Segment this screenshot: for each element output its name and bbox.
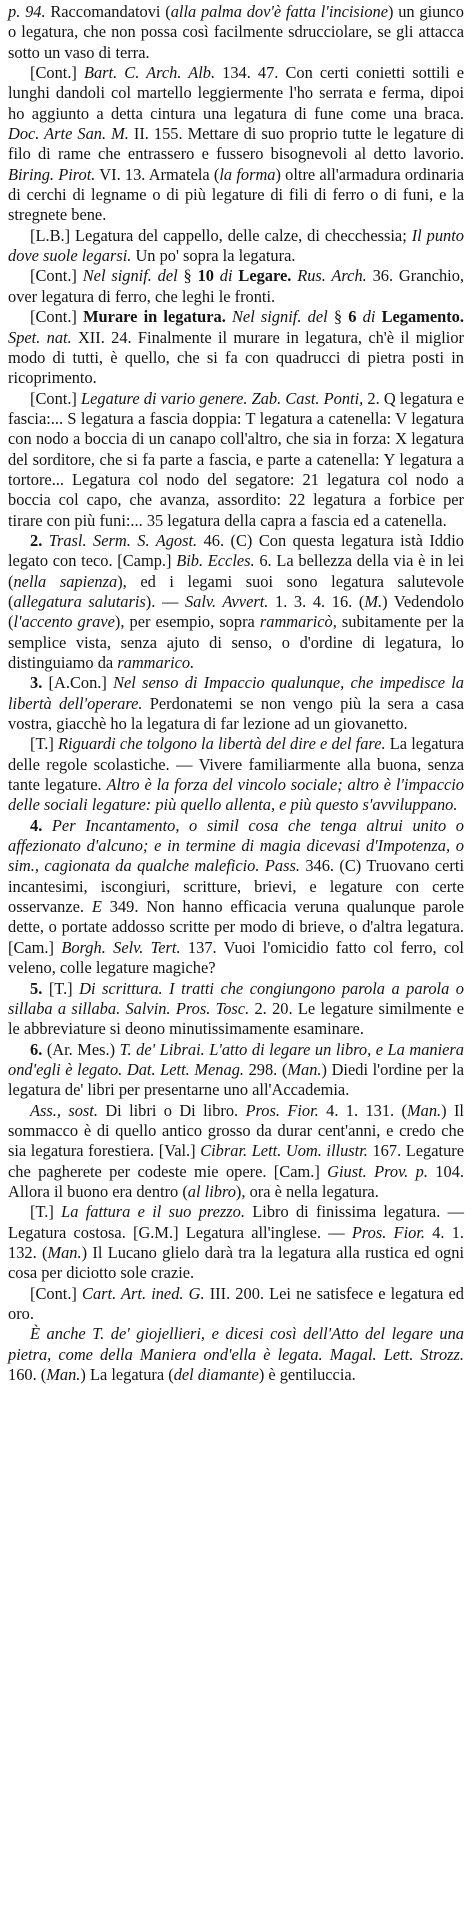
text-run: Di libri o Di libro. bbox=[105, 1100, 246, 1120]
text-run: Raccomandatovi ( bbox=[50, 2, 171, 21]
dictionary-paragraph bbox=[8, 307, 464, 388]
text-run: Libro di finissima legatura. — Legatura costosa. [G.M.] Legatura all'inglese. — bbox=[8, 1202, 464, 1242]
italic-text: di bbox=[356, 307, 382, 327]
dictionary-paragraph bbox=[8, 226, 464, 267]
text-run: 349. Non hanno efficacia veruna qualunque parole dette, o portate addosso scritte per modo di brieve, o d'altra legatura. [Cam.] bbox=[8, 897, 464, 957]
dictionary-paragraph bbox=[8, 2, 464, 63]
italic-text: Cart. Art. ined. G. bbox=[82, 1283, 205, 1303]
italic-text: rammarico. bbox=[117, 653, 195, 672]
text-run: [Cont.] bbox=[30, 63, 84, 83]
dictionary-paragraph bbox=[8, 1202, 464, 1283]
italic-text: Ass., sost. bbox=[30, 1100, 106, 1120]
italic-text: Nel signif. del bbox=[82, 266, 178, 286]
text-run: ) Vedendolo ( bbox=[8, 591, 464, 632]
text-run: [T.] bbox=[48, 978, 80, 998]
italic-text: Trasl. Serm. S. Agost. bbox=[48, 530, 198, 550]
text-run: , subitamente per la semplice vista, senza ajuto di senso, o d'ordine di legatura, lo distinguiamo da bbox=[8, 612, 464, 672]
italic-text: del diamante bbox=[173, 1365, 259, 1385]
dictionary-paragraph bbox=[8, 816, 464, 979]
italic-text: Spet. nat. bbox=[8, 327, 72, 347]
text-run: 137. Vuoi l'omicidio fatto col ferro, col veleno, colle legature magiche? bbox=[8, 937, 464, 978]
text-run: (Ar. Mes.) bbox=[46, 1039, 120, 1059]
italic-text: T. de' Librai. L'atto di legare un libro, e La maniera ond'egli è legato. Dat. Lett. Menag. bbox=[8, 1039, 464, 1079]
italic-text: Giust. Prov. p. bbox=[327, 1161, 428, 1181]
dictionary-paragraph bbox=[8, 389, 464, 531]
bold-text: Murare in legatura. bbox=[83, 307, 226, 327]
text-run: 2. 20. Le legature similmente e le abbreviature si deono minutissimamente esaminare. bbox=[8, 998, 464, 1039]
bold-text: 6 bbox=[348, 307, 357, 327]
dictionary-paragraph bbox=[8, 1324, 464, 1385]
italic-text: Altro è la forza del vincolo sociale; altro è l'impaccio delle sociali legature: più quello allenta, e più questo s'avviluppano. bbox=[8, 775, 464, 815]
italic-text: Cibrar. Lett. Uom. illustr. bbox=[200, 1141, 368, 1161]
text-run: [T.] bbox=[30, 734, 58, 754]
italic-text: Rus. Arch. bbox=[297, 266, 367, 286]
italic-text: Nel signif. del bbox=[231, 307, 328, 327]
italic-text: Per Incantamento, o simil cosa che tenga altrui unito o affezionato d'alcuno; e in termine di magia dicevasi d'Impotenza, o sim., cagionata da qualche maleficio. Pass. bbox=[8, 815, 464, 876]
text-run: ) Il Lucano glielo darà tra la legatura alla rustica ed ogni cosa per diciotto sole crazie. bbox=[8, 1242, 464, 1283]
text-run: ) un giunco o legatura, che non possa così facilmente sdrucciolare, se gli attacca sotto un vaso di terra. bbox=[8, 2, 464, 62]
text-run: ) La legatura ( bbox=[80, 1365, 174, 1385]
italic-text: di bbox=[213, 266, 239, 286]
italic-text: la forma bbox=[219, 164, 276, 184]
text-run: 346. (C) Truovano certi incantesimi, iscongiuri, scritture, brievi, e legature con certe osservanze. bbox=[8, 856, 464, 917]
italic-text: Man. bbox=[46, 1365, 81, 1385]
text-run: 36. Granchio, over legatura di ferro, che leghi le fronti. bbox=[8, 266, 464, 306]
text-run: ), ora è nella legatura. bbox=[235, 1181, 379, 1201]
text-run: [Cont.] bbox=[30, 266, 83, 286]
text-run: ) è gentiluccia. bbox=[258, 1365, 356, 1385]
text-run: [Cont.] bbox=[30, 1283, 83, 1303]
dictionary-paragraph bbox=[8, 266, 464, 307]
text-run: [T.] bbox=[30, 1202, 62, 1222]
bold-text: 2. bbox=[30, 530, 49, 550]
bold-text: 3. bbox=[30, 673, 49, 693]
italic-text: E bbox=[91, 897, 102, 917]
dictionary-paragraph bbox=[8, 63, 464, 226]
text-run: 167. Legature che pagherete per codeste mie opere. [Cam.] bbox=[8, 1141, 464, 1181]
text-run: ), ed i legami suoi sono legatura salutevole ( bbox=[8, 571, 464, 611]
italic-text: Man. bbox=[47, 1242, 82, 1262]
text-run: III. 200. Lei ne satisfece e legatura ed oro. bbox=[8, 1283, 465, 1323]
dictionary-paragraph bbox=[8, 673, 464, 734]
italic-text: Pros. Fior. bbox=[351, 1222, 425, 1242]
dictionary-paragraph bbox=[8, 1284, 464, 1325]
text-run: 104. Allora il buono era dentro ( bbox=[8, 1161, 464, 1201]
text-run: 46. (C) Con questa legatura istà Iddio legato con teco. [Camp.] bbox=[8, 530, 464, 571]
italic-text: Biring. Pirot. bbox=[8, 164, 96, 184]
text-run: ), per esempio, sopra bbox=[114, 612, 260, 632]
text-run: XII. 24. Finalmente il murare in legatura, ch'è il miglior modo di tutti, è quello, che si fa con quadrucci di pietra posti in ricoprimento. bbox=[8, 327, 464, 388]
dictionary-paragraph bbox=[8, 531, 464, 673]
text-run: 2. Q legatura e fascia:... S legatura a fascia doppia: T legatura a catenella: V legatura con nodo a boccia di un canapo coll'altro, che sia in forza: X legatura del sorditore, che si fa parte a fascia, e parte a catenella: Y legatura a tortore... Legatura col nodo del segatore: 21 legatura col nodo a boccia col capo, che avanza, assordito: 22 legatura a forbice per tirare con più funi:... 35 legatura della capra a fascia ed a catenella. bbox=[8, 388, 464, 530]
italic-text: La fattura e il suo prezzo. bbox=[61, 1202, 245, 1222]
italic-text: Bib. Eccles. bbox=[176, 551, 255, 571]
italic-text: Di scrittura. I tratti che congiungono parola a parola o sillaba a sillaba. Salvin. Pros. Tosc. bbox=[8, 978, 465, 1018]
text-run: [L.B.] Legatura del cappello, delle calze, di checchessia; bbox=[30, 225, 412, 245]
dictionary-paragraph bbox=[8, 1040, 464, 1101]
bold-text: 10 bbox=[197, 266, 214, 286]
italic-text: Riguardi che tolgono la libertà del dire e del fare. bbox=[58, 734, 386, 754]
text-run: 134. 47. Con certi conietti sottili e lunghi dandoli col martello leggiermente l'ho serrata e ferma, dipoi ho aggiunto a detta cintura una legatura di fune come una braca. bbox=[8, 63, 464, 123]
text-run: 6. La bellezza della via è in lei ( bbox=[8, 551, 464, 591]
text-run: VI. 13. Armatela ( bbox=[95, 164, 220, 184]
text-run: II. 155. Mettare di suo proprio tutte le legature di filo di rame che entrassero e fussero bisognevoli al detto lavorio. bbox=[8, 124, 464, 164]
text-run: § bbox=[177, 266, 198, 286]
italic-text: Salv. Avvert. bbox=[184, 591, 269, 611]
text-run: ). — bbox=[145, 591, 185, 611]
text-run: Perdonatemi se non vengo più la sera a casa vostra, giacchè ho la legatura di far lezione ad un giovanetto. bbox=[8, 693, 464, 734]
dictionary-paragraph bbox=[8, 1101, 464, 1203]
text-run: 4. 1. 131. ( bbox=[318, 1100, 407, 1120]
italic-text: nella sapienza bbox=[13, 571, 118, 591]
italic-text: Man. bbox=[406, 1100, 442, 1120]
bold-text: 5. bbox=[30, 978, 49, 998]
text-run: § bbox=[327, 307, 349, 327]
italic-text: al libro bbox=[187, 1181, 236, 1201]
italic-text: Pros. Fior. bbox=[245, 1100, 319, 1120]
bold-text: Legamento. bbox=[381, 307, 464, 327]
italic-text: l'accento grave bbox=[13, 612, 115, 632]
italic-text: Bart. C. Arch. Alb. bbox=[83, 63, 216, 83]
italic-text: Doc. Arte San. M. bbox=[8, 124, 129, 144]
text-run: Un po' sopra la legatura. bbox=[131, 246, 296, 266]
italic-text: Borgh. Selv. Tert. bbox=[61, 937, 181, 957]
italic-text: È anche T. de' giojellieri, e dicesi così dell'Atto del legare una pietra, come della Maniera ond'ella è legata. Magal. Lett. Strozz. bbox=[8, 1324, 464, 1364]
italic-text: Legature di vario genere. Zab. Cast. Ponti, bbox=[81, 388, 364, 408]
italic-text: p. 94. bbox=[8, 2, 51, 21]
text-run: 298. ( bbox=[243, 1059, 288, 1079]
italic-text: Nel senso di Impaccio qualunque, che impedisce la libertà dell'operare. bbox=[8, 673, 464, 713]
text-run: ) oltre all'armadura ordinaria di cerchi di legname o di più legature di fili di ferro o di funi, e la stregnete bene. bbox=[8, 164, 464, 225]
italic-text: M. bbox=[364, 591, 383, 611]
italic-text: allegatura salutaris bbox=[13, 591, 146, 611]
dictionary-paragraph bbox=[8, 979, 464, 1040]
italic-text: rammaricò bbox=[259, 612, 333, 632]
text-run: [A.Con.] bbox=[48, 673, 114, 693]
text-run: 1. 3. 4. 16. ( bbox=[268, 591, 365, 611]
italic-text: Man. bbox=[287, 1059, 322, 1079]
bold-text: 4. bbox=[30, 815, 52, 835]
text-run: 4. 1. 132. ( bbox=[8, 1222, 464, 1262]
italic-text: Il punto dove suole legarsi. bbox=[8, 225, 464, 266]
dictionary-paragraph bbox=[8, 734, 464, 815]
text-run: La legatura delle regole scolastiche. — Vivere familiarmente alla buona, senza tante legature. bbox=[8, 734, 465, 795]
text-run: ) Diedi l'ordine per la legatura de' libri per presentarne uno all'Accademia. bbox=[8, 1059, 464, 1100]
text-run: [Cont.] bbox=[30, 307, 84, 327]
text-run: ) Il sommacco è di quello antico grosso da durar cent'anni, e credo che sia legatura forestiera. [Val.] bbox=[8, 1100, 464, 1161]
italic-text: alla palma dov'è fatta l'incisione bbox=[170, 2, 388, 21]
bold-text: 6. bbox=[30, 1039, 47, 1059]
text-run: 160. ( bbox=[8, 1365, 47, 1385]
text-run: [Cont.] bbox=[30, 388, 82, 408]
bold-text: Legare. bbox=[238, 266, 292, 286]
